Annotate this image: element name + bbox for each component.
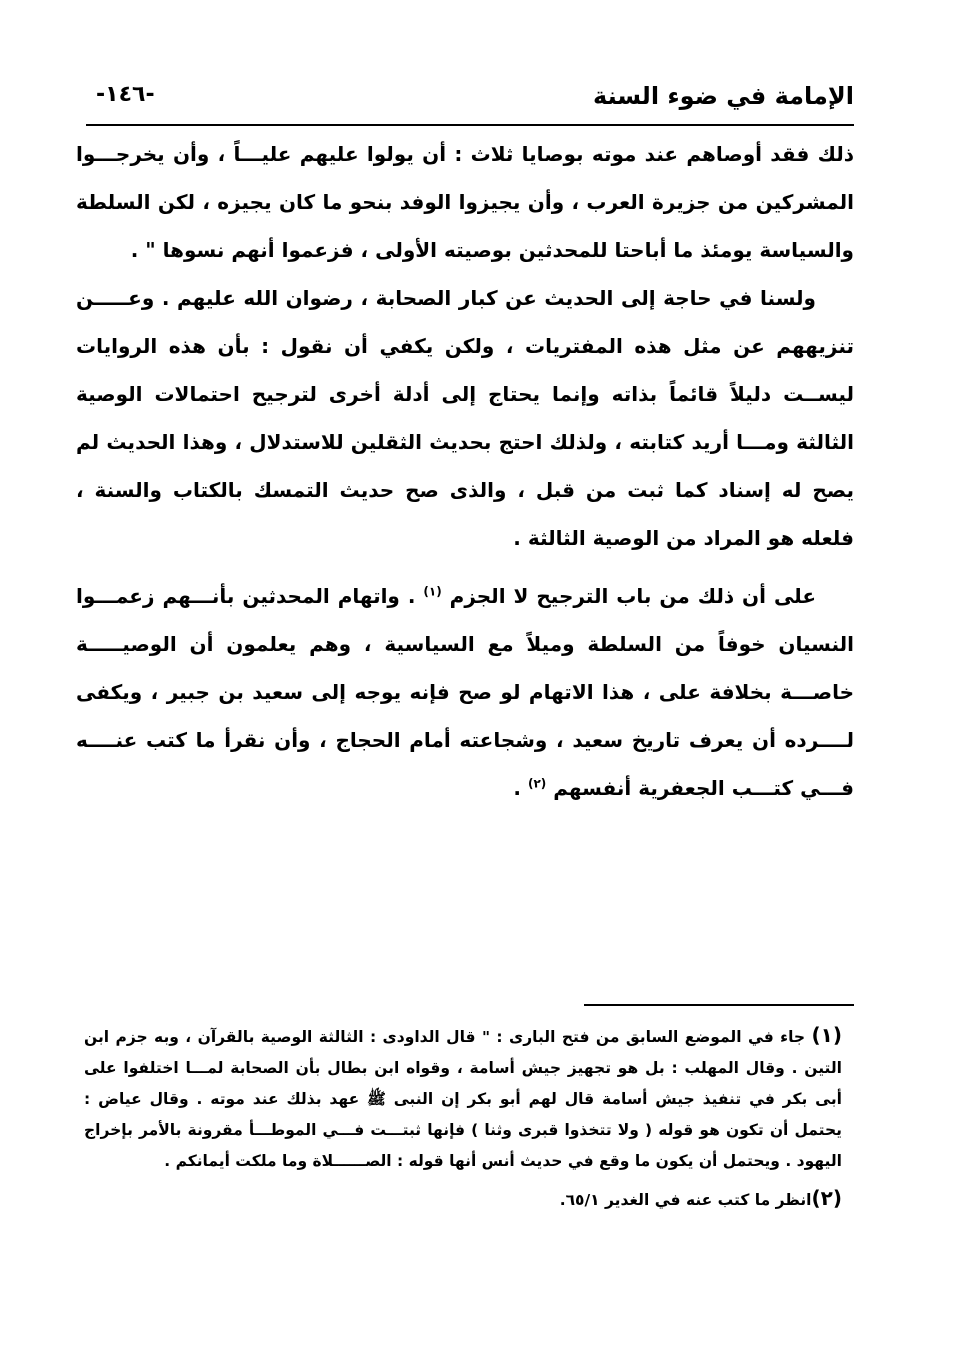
footnote-divider — [584, 1004, 854, 1006]
footnote-ref-1[interactable]: (١) — [423, 584, 442, 599]
paragraph-1: ذلك فقد أوصاهم عند موته بوصايا ثلاث : أن يولوا عليهم عليـــاً ، وأن يخرجـــوا المشركين من جزيرة العرب ، وأن يجيزوا الوفد بنحو ما كان يجيزه ، لكن السلطة والسياسة يومئذ ما أباحتا للمحدثين بوصيته الأولى ، فزعموا أنهم نسوها " . — [76, 142, 854, 262]
main-text — [76, 130, 854, 812]
paragraph-2: ولسنا في حاجة إلى الحديث عن كبار الصحابة ، رضوان الله عليهم . وعـــــن تنزيههم عن مثل هذه المفتريات ، ولكن يكفي أن نقول : بأن هذه الروايات ليســت دليلاً قائماً بذاته وإنما يحتاج إلى أدلة أخرى لترجيح احتمالات الوصية الثالثة ومـــا أريد كتابته ، ولذلك احتج بحديث الثقلين للاستدلال ، وهذا الحديث لم يصح له إسناد كما ثبت من قبل ، والذى صح حديث التمسك بالكتاب والسنة ، فلعله هو المراد من الوصية الثالثة . — [76, 286, 854, 550]
footnotes — [84, 1020, 842, 1216]
page-header — [86, 78, 854, 122]
footnote-2 — [84, 1183, 842, 1216]
footnote-1-number: (١) — [811, 1023, 842, 1047]
paragraph-3 — [76, 572, 854, 812]
running-title: الإمامة في ضوء السنة — [593, 82, 854, 110]
paragraph-3-part-1: على أن ذلك من باب الترجيح لا الجزم — [449, 584, 817, 608]
header-divider — [86, 124, 854, 126]
page-number: -١٤٦- — [96, 82, 155, 107]
footnote-1-text: جاء في الموضع السابق من فتح البارى : " قال الداودى : الثالثة الوصية بالقرآن ، وبه جزم ابن التين . وقال المهلب : بل هو تجهيز جيش أسامة ، وقواه ابن بطال بأن الصحابة لمـــا اختلفوا على أبى بكر في تنفيذ جيش أسامة قال لهم أبو بكر إن النبى ﷺ عهد بذلك عند موته . وقال عياض : يحتمل أن تكون هو قوله ( ولا تتخذوا قبرى وثنا ) فإنها ثبتـــت فـــي الموطـــأ مقرونة بالأمر بإخراج اليهود . ويحتمل أن يكون ما وقع في حديث أنس أنها قوله : الصــــــلاة وما ملكت أيمانكم . — [84, 1028, 842, 1170]
footnote-2-number: (٢) — [811, 1186, 842, 1210]
footnote-1 — [84, 1020, 842, 1177]
footnote-ref-2[interactable]: (٢) — [527, 776, 547, 791]
footnote-2-text: انظر ما كتب عنه في الغدير ٦٥/١. — [559, 1191, 812, 1209]
paragraph-3-end: . — [513, 776, 522, 800]
paragraph-3-part-2: . واتهام المحدثين بأنـــهم زعمـــوا النسيان خوفاً من السلطة وميلاً مع السياسية ، وهم يعلمون أن الوصيـــــة خاصـــة بخلافة على ، هذا الاتهام لو صح فإنه يوجه إلى سعيد بن جبير ، ويكفى لــــرده أن يعرف تاريخ سعيد ، وشجاعته أمام الحجاج ، وأن نقرأ ما كتب عنــــه فـــي كتـــب الجعفرية أنفسهم — [76, 584, 854, 800]
